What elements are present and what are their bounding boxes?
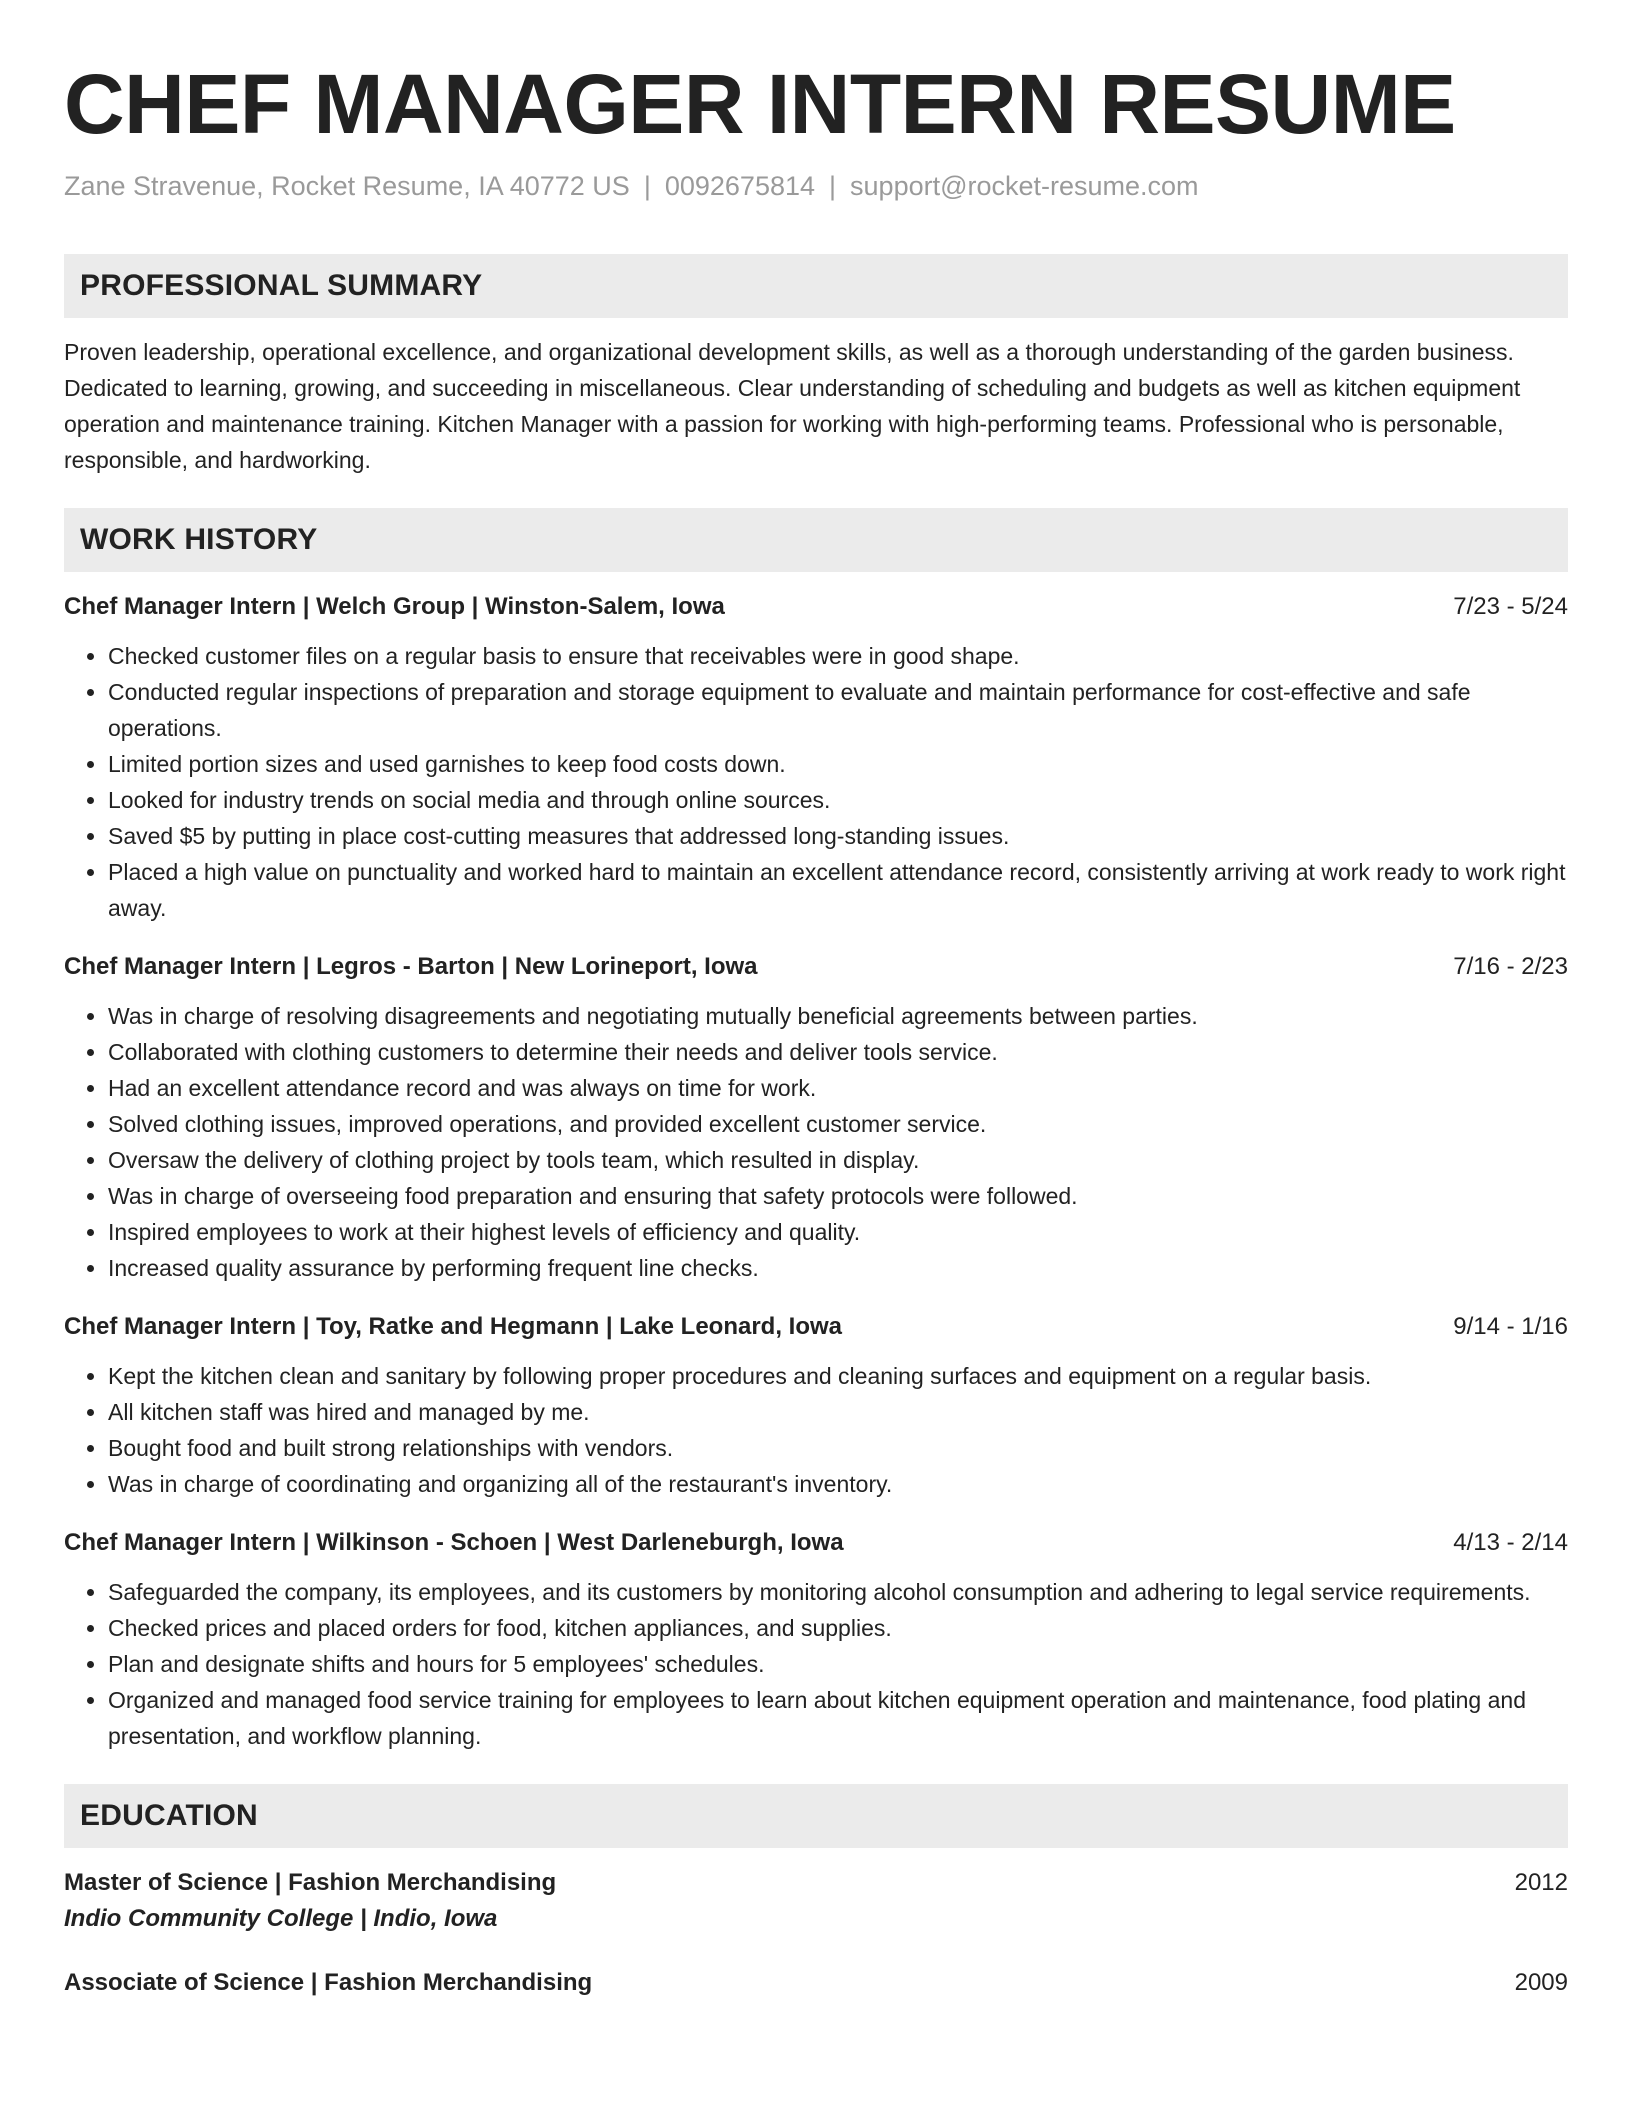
job-bullet: • Was in charge of overseeing food preparation and ensuring that safety protocols were followed. <box>108 1178 1568 1214</box>
education-degree: Master of Science | Fashion Merchandising <box>64 1869 557 1896</box>
work-history-list <box>64 590 1568 1754</box>
job-bullet: • Solved clothing issues, improved operations, and provided excellent customer service. <box>108 1106 1568 1142</box>
job-bullet: • All kitchen staff was hired and managed by me. <box>108 1394 1568 1430</box>
job-bullet: • Collaborated with clothing customers to determine their needs and deliver tools service. <box>108 1034 1568 1070</box>
job-entry <box>64 950 1568 1286</box>
job-bullet-list <box>64 638 1568 926</box>
job-bullet: • Increased quality assurance by performing frequent line checks. <box>108 1250 1568 1286</box>
resume-title: CHEF MANAGER INTERN RESUME <box>64 57 1456 151</box>
education-year: 2009 <box>1514 1969 1568 1996</box>
education-year: 2012 <box>1514 1869 1568 1896</box>
section-heading-work-history: WORK HISTORY <box>64 508 1568 572</box>
education-list <box>64 1866 1568 2000</box>
job-bullet-list <box>64 998 1568 1286</box>
contact-separator: | <box>643 171 651 201</box>
job-bullet: • Looked for industry trends on social media and through online sources. <box>108 782 1568 818</box>
job-bullet: • Oversaw the delivery of clothing project by tools team, which resulted in display. <box>108 1142 1568 1178</box>
job-bullet-list <box>64 1358 1568 1502</box>
contact-email: support@rocket-resume.com <box>850 171 1199 201</box>
contact-line <box>64 168 1568 204</box>
job-header <box>64 1526 1568 1560</box>
job-bullet: • Saved $5 by putting in place cost-cutting measures that addressed long-standing issues. <box>108 818 1568 854</box>
job-bullet: • Had an excellent attendance record and was always on time for work. <box>108 1070 1568 1106</box>
job-bullet: • Checked customer files on a regular basis to ensure that receivables were in good shape. <box>108 638 1568 674</box>
job-bullet: • Checked prices and placed orders for food, kitchen appliances, and supplies. <box>108 1610 1568 1646</box>
job-bullet: • Kept the kitchen clean and sanitary by following proper procedures and cleaning surfaces and equipment on a regular basis. <box>108 1358 1568 1394</box>
job-bullet-list <box>64 1574 1568 1754</box>
contact-phone: 0092675814 <box>664 171 816 201</box>
job-title: Chef Manager Intern | Toy, Ratke and Hegmann | Lake Leonard, Iowa <box>64 1313 843 1340</box>
job-bullet: • Bought food and built strong relationships with vendors. <box>108 1430 1568 1466</box>
education-header <box>64 1966 1568 2000</box>
job-title: Chef Manager Intern | Wilkinson - Schoen | West Darleneburgh, Iowa <box>64 1529 844 1556</box>
summary-text: Proven leadership, operational excellence, and organizational development skills, as well as a thorough understanding of the garden business. Dedicated to learning, growing, and succeeding in miscellaneous. Clear understanding of scheduling and budgets as well as kitchen equipment operation and maintenance training. Kitchen Manager with a passion for working with high-performing teams. Professional who is personable, responsible, and hardworking. <box>64 339 1521 473</box>
job-dates: 7/23 - 5/24 <box>1453 593 1568 620</box>
section-heading-summary: PROFESSIONAL SUMMARY <box>64 254 1568 318</box>
job-dates: 9/14 - 1/16 <box>1453 1313 1568 1340</box>
job-bullet: • Was in charge of resolving disagreements and negotiating mutually beneficial agreements between parties. <box>108 998 1568 1034</box>
job-bullet: • Safeguarded the company, its employees, and its customers by monitoring alcohol consumption and adhering to legal service requirements. <box>108 1574 1568 1610</box>
job-bullet: • Was in charge of coordinating and organizing all of the restaurant's inventory. <box>108 1466 1568 1502</box>
contact-address: Zane Stravenue, Rocket Resume, IA 40772 US <box>64 171 630 201</box>
job-header <box>64 950 1568 984</box>
education-school: Indio Community College | Indio, Iowa <box>64 1905 498 1932</box>
job-title: Chef Manager Intern | Legros - Barton | New Lorineport, Iowa <box>64 953 758 980</box>
job-dates: 4/13 - 2/14 <box>1453 1529 1568 1556</box>
section-heading-education: EDUCATION <box>64 1784 1568 1848</box>
education-entry <box>64 1866 1568 1938</box>
job-entry <box>64 590 1568 926</box>
education-degree: Associate of Science | Fashion Merchandising <box>64 1969 593 1996</box>
job-bullet: • Organized and managed food service training for employees to learn about kitchen equipment operation and maintenance, food plating and presentation, and workflow planning. <box>108 1682 1568 1754</box>
job-bullet: • Inspired employees to work at their highest levels of efficiency and quality. <box>108 1214 1568 1250</box>
job-entry <box>64 1526 1568 1754</box>
job-header <box>64 1310 1568 1344</box>
job-bullet: • Conducted regular inspections of preparation and storage equipment to evaluate and maintain performance for cost-effective and safe operations. <box>108 674 1568 746</box>
education-entry <box>64 1966 1568 2000</box>
job-bullet: • Limited portion sizes and used garnishes to keep food costs down. <box>108 746 1568 782</box>
contact-separator: | <box>829 171 837 201</box>
education-header <box>64 1866 1568 1900</box>
job-title: Chef Manager Intern | Welch Group | Winston-Salem, Iowa <box>64 593 725 620</box>
job-dates: 7/16 - 2/23 <box>1453 953 1568 980</box>
job-header <box>64 590 1568 624</box>
job-bullet: • Placed a high value on punctuality and worked hard to maintain an excellent attendance record, consistently arriving at work ready to work right away. <box>108 854 1568 926</box>
job-entry <box>64 1310 1568 1502</box>
job-bullet: • Plan and designate shifts and hours for 5 employees' schedules. <box>108 1646 1568 1682</box>
